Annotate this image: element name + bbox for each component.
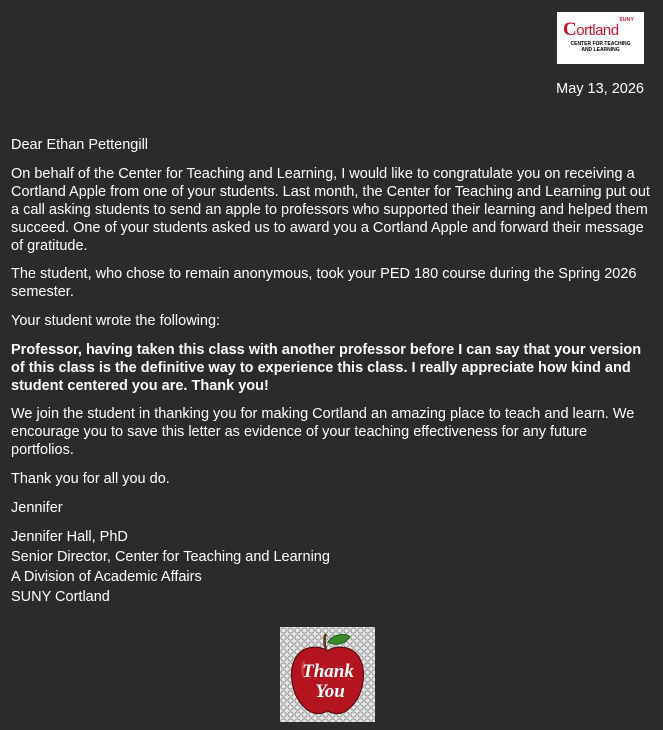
apple-text-line1: Thank — [302, 661, 354, 682]
student-quote: Professor, having taken this class with another professor before I can say that your version of this class is the definitive way to experience this class. I really appreciate how kind and student centered you are. Thank you! — [11, 342, 642, 394]
logo-name-initial: C — [563, 19, 577, 40]
paragraph-student-intro: Your student wrote the following: — [11, 313, 221, 329]
thank-you-apple-image — [280, 627, 375, 722]
logo-subtitle-line2: AND LEARNING — [581, 47, 620, 53]
logo-suny-text: SUNY — [619, 17, 634, 23]
signoff: Jennifer — [11, 500, 63, 516]
signature-name: Jennifer Hall, PhD — [11, 529, 128, 545]
logo-name-rest: ortland — [576, 22, 619, 39]
logo-name-text — [563, 20, 619, 40]
apple-icon — [280, 627, 375, 722]
signature-division: A Division of Academic Affairs — [11, 569, 202, 585]
signature-institution: SUNY Cortland — [11, 589, 110, 605]
paragraph-closing: We join the student in thanking you for making Cortland an amazing place to teach and learn. We encourage you to save this letter as evidence of your teaching effectiveness for any future portfolios. — [11, 406, 635, 458]
thanks-line: Thank you for all you do. — [11, 471, 170, 487]
letter-date: May 13, 2026 — [556, 81, 644, 97]
salutation: Dear Ethan Pettengill — [11, 137, 149, 153]
logo-subtitle — [561, 41, 640, 53]
paragraph-congratulations: On behalf of the Center for Teaching and Learning, I would like to congratulate you on receiving a Cortland Apple from one of your students. Last month, the Center for Teaching and Learning put out a call asking students to send an apple to professors who supported their learning and helped them succeed. One of your students asked us to award you a Cortland Apple and forward their message of gratitude. — [11, 166, 650, 254]
paragraph-course-info: The student, who chose to remain anonymous, took your PED 180 course during the Spring 2026 semester. — [11, 266, 637, 300]
logo-subtitle-line1: CENTER FOR TEACHING — [570, 41, 631, 47]
apple-text-line2: You — [315, 681, 345, 702]
cortland-logo — [557, 12, 644, 64]
signature-title: Senior Director, Center for Teaching and Learning — [11, 549, 330, 565]
